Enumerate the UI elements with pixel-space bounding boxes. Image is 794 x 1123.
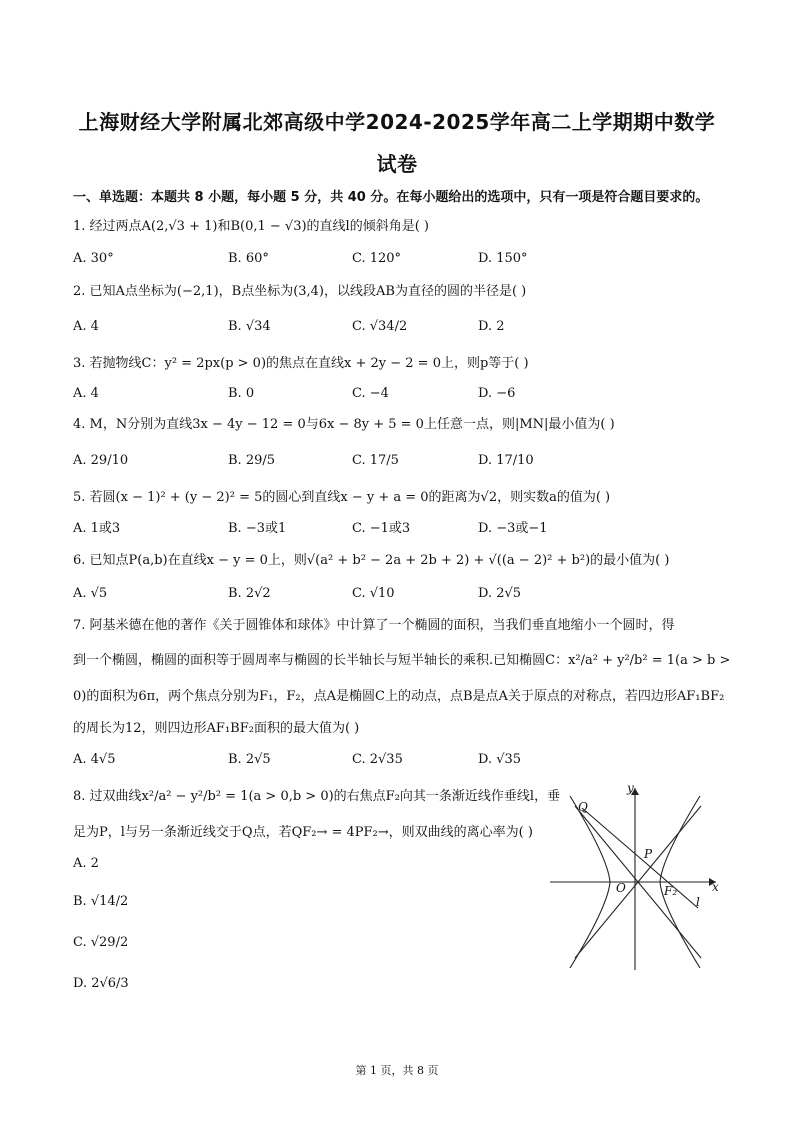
question-7-option-b: B. 2√5: [228, 752, 271, 767]
question-5-option-b: B. −3或1: [228, 521, 287, 536]
line-l: [582, 808, 698, 908]
question-6-option-b: B. 2√2: [228, 586, 271, 601]
question-1-stem: 1. 经过两点A(2,√3 + 1)和B(0,1 − √3)的直线l的倾斜角是( ): [73, 219, 429, 234]
question-7-stem-line2: 到一个椭圆，椭圆的面积等于圆周率与椭圆的长半轴长与短半轴长的乘积.已知椭圆C：x²/a² + y²/b² = 1(a > b >: [73, 653, 731, 668]
label-y: y: [627, 781, 634, 795]
question-5-stem: 5. 若圆(x − 1)² + (y − 2)² = 5的圆心到直线x − y + a = 0的距离为√2，则实数a的值为( ): [73, 490, 611, 505]
question-1-option-b: B. 60°: [228, 251, 269, 266]
question-3-option-a: A. 4: [73, 386, 99, 401]
question-5-option-d: D. −3或−1: [478, 521, 548, 536]
question-3-stem: 3. 若抛物线C：y² = 2px(p > 0)的焦点在直线x + 2y − 2 = 0上，则p等于( ): [73, 356, 529, 371]
question-8-option-d: D. 2√6/3: [73, 976, 129, 991]
question-5-option-c: C. −1或3: [352, 521, 411, 536]
question-1-option-c: C. 120°: [352, 251, 402, 266]
section-heading: 一、单选题：本题共 8 小题，每小题 5 分，共 40 分。在每小题给出的选项中，只有一项是符合题目要求的。: [73, 190, 709, 205]
question-4-option-d: D. 17/10: [478, 453, 534, 468]
page-footer: 第 1 页，共 8 页: [355, 1064, 439, 1077]
question-7-stem-line1: 7. 阿基米德在他的著作《关于圆锥体和球体》中计算了一个椭圆的面积，当我们垂直地缩小一个圆时，得: [73, 618, 675, 633]
question-8-option-c: C. √29/2: [73, 935, 129, 950]
question-2-option-d: D. 2: [478, 319, 505, 334]
question-4-stem: 4. M，N分别为直线3x − 4y − 12 = 0与6x − 8y + 5 = 0上任意一点，则|MN|最小值为( ): [73, 417, 615, 432]
question-6-option-a: A. √5: [73, 586, 108, 601]
question-4-option-a: A. 29/10: [73, 453, 129, 468]
question-7-option-a: A. 4√5: [73, 752, 116, 767]
question-2-option-c: C. √34/2: [352, 319, 408, 334]
question-1-option-d: D. 150°: [478, 251, 528, 266]
question-8-option-b: B. √14/2: [73, 894, 129, 909]
question-5-option-a: A. 1或3: [73, 521, 121, 536]
label-o: O: [616, 881, 626, 895]
label-q: Q: [578, 800, 588, 814]
question-1-option-a: A. 30°: [73, 251, 114, 266]
question-8-stem-line1: 8. 过双曲线x²/a² − y²/b² = 1(a > 0,b > 0)的右焦点F₂向其一条渐近线作垂线l，垂: [73, 789, 561, 804]
question-3-option-d: D. −6: [478, 386, 516, 401]
question-6-option-d: D. 2√5: [478, 586, 522, 601]
question-2-stem: 2. 已知A点坐标为(−2,1)，B点坐标为(3,4)，以线段AB为直径的圆的半径是( ): [73, 284, 527, 299]
question-6-stem: 6. 已知点P(a,b)在直线x − y = 0上，则√(a² + b² − 2a + 2b + 2) + √((a − 2)² + b²)的最小值为( ): [73, 553, 670, 568]
label-f2: F₂: [664, 884, 678, 898]
label-p: P: [644, 847, 653, 861]
exam-title-line1: 上海财经大学附属北郊高级中学2024-2025学年高二上学期期中数学: [78, 110, 716, 134]
question-2-option-a: A. 4: [73, 319, 99, 334]
label-l: l: [696, 895, 700, 909]
question-4-option-b: B. 29/5: [228, 453, 276, 468]
hyperbola-figure: [548, 778, 728, 973]
question-2-option-b: B. √34: [228, 319, 271, 334]
question-8-stem-line2: 足为P，l与另一条渐近线交于Q点，若QF₂→ = 4PF₂→，则双曲线的离心率为( ): [73, 825, 533, 840]
question-7-option-c: C. 2√35: [352, 752, 403, 767]
question-7-option-d: D. √35: [478, 752, 522, 767]
question-3-option-b: B. 0: [228, 386, 255, 401]
question-3-option-c: C. −4: [352, 386, 389, 401]
question-4-option-c: C. 17/5: [352, 453, 399, 468]
question-8-option-a: A. 2: [73, 856, 99, 871]
exam-title-line2: 试卷: [376, 152, 418, 176]
question-7-stem-line4: 的周长为12，则四边形AF₁BF₂面积的最大值为( ): [73, 721, 360, 736]
question-7-stem-line3: 0)的面积为6π，两个焦点分别为F₁，F₂，点A是椭圆C上的动点，点B是点A关于原点的对称点，若四边形AF₁BF₂: [73, 689, 725, 704]
question-6-option-c: C. √10: [352, 586, 395, 601]
label-x: x: [712, 880, 719, 894]
